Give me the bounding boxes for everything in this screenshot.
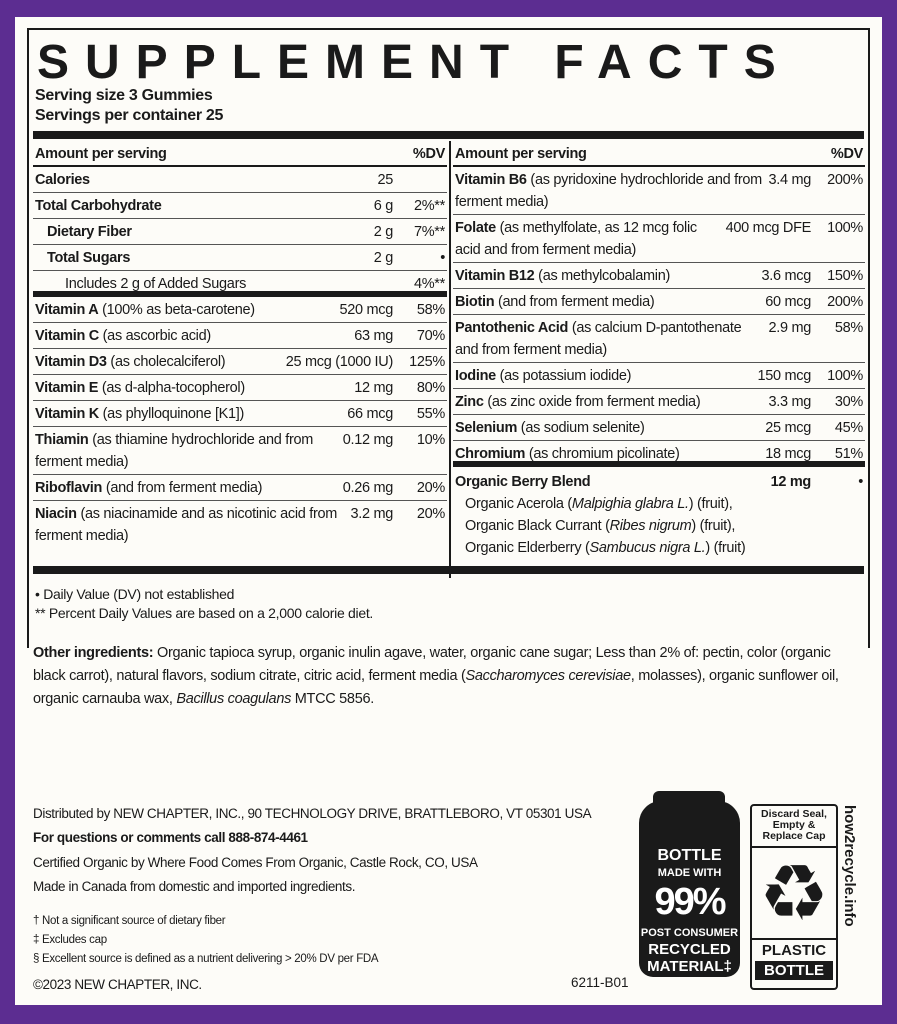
nutrient-row (453, 363, 865, 389)
nutrient-description: (as sodium selenite) (517, 420, 645, 436)
berry-blend-amount: 12 mg (770, 474, 811, 490)
recycle-icon: ♻ (759, 849, 829, 937)
nutrient-dv: 70% (416, 328, 445, 344)
servings-per-container: Servings per container 25 (35, 107, 224, 124)
nutrient-row (33, 193, 447, 219)
nutrient-dv: 58% (834, 320, 863, 336)
ingredient-text: Bacillus coagulans (176, 691, 292, 707)
nutrient-row (453, 167, 865, 215)
berry-ingredient (455, 537, 863, 559)
nutrient-amount: 66 mcg (347, 406, 393, 422)
nutrient-label (455, 217, 722, 261)
recycled-bottle-badge (639, 801, 740, 977)
nutrient-name: Riboflavin (35, 480, 103, 496)
nutrient-dv: 45% (834, 420, 863, 436)
ingredient-text: Malpighia glabra L. (571, 496, 689, 512)
nutrient-description: (as niacinamide and as nicotinic acid from ferment media) (35, 506, 338, 544)
ingredient-text: Organic Acerola ( (465, 496, 572, 512)
column-header (33, 141, 447, 167)
nutrient-row (33, 167, 447, 193)
nutrient-amount: 6 g (373, 198, 393, 214)
nutrient-description: (as chromium picolinate) (525, 446, 680, 462)
nutrient-amount: 25 (377, 172, 393, 188)
other-ingredients (33, 642, 863, 711)
ingredient-text: Ribes nigrum (609, 518, 692, 534)
nutrient-label (35, 377, 350, 399)
nutrient-row (33, 323, 447, 349)
nutrient-amount: 2 g (373, 250, 393, 266)
nutrient-label (35, 221, 370, 243)
nutrient-amount: 2 g (373, 224, 393, 240)
product-code: 6211-B01 (571, 975, 629, 990)
nutrient-row (453, 315, 865, 363)
nutrient-label (35, 477, 339, 499)
badge-line: POST CONSUMER (640, 927, 739, 939)
berry-ingredient (455, 493, 863, 515)
header-dv: %DV (830, 146, 863, 162)
supplement-facts-box (27, 28, 870, 648)
nutrient-amount: 63 mg (354, 328, 393, 344)
ingredient-text: Organic Elderberry ( (465, 540, 590, 556)
nutrient-name: Total Carbohydrate (35, 198, 162, 214)
nutrient-amount: 25 mcg (765, 420, 811, 436)
header-amount: Amount per serving (35, 146, 167, 162)
made-in: Made in Canada from domestic and imported ingredients. (33, 879, 356, 894)
copyright: ©2023 NEW CHAPTER, INC. (33, 977, 202, 992)
nutrient-row (33, 501, 447, 549)
ingredient-text: ) (fruit), (691, 518, 736, 534)
certified-organic: Certified Organic by Where Food Comes From Organic, Castle Rock, CO, USA (33, 855, 478, 870)
nutrient-label (35, 503, 346, 547)
nutrient-dv: 2%** (413, 198, 445, 214)
header-dv: %DV (412, 146, 445, 162)
berry-blend-row (455, 471, 863, 493)
nutrient-description: (and from ferment media) (494, 294, 655, 310)
nutrient-row (453, 263, 865, 289)
ingredient-text: Organic tapioca syrup, organic inulin agave, water, organic cane sugar; Less than 2% of: pectin, color (organic black carrot), natural flavors, sodium citrate, citric acid, ferment media ( (33, 645, 831, 684)
nutrient-amount: 3.2 mg (350, 506, 393, 522)
note-excellent: § Excellent source is defined as a nutrient delivering > 20% DV per FDA (33, 953, 379, 965)
nutrient-name: Vitamin C (35, 328, 99, 344)
nutrient-name: Vitamin K (35, 406, 99, 422)
nutrient-amount: 0.12 mg (342, 432, 393, 448)
nutrient-label (455, 169, 764, 213)
nutrient-amount: 3.6 mcg (761, 268, 811, 284)
nutrient-label (455, 265, 758, 287)
nutrient-row (453, 215, 865, 263)
nutrient-dv: 7%** (413, 224, 445, 240)
recycle-instruction: Discard Seal, Empty & Replace Cap (752, 806, 836, 848)
serving-size: Serving size 3 Gummies (35, 87, 213, 104)
nutrient-label (35, 299, 335, 321)
nutrient-amount: 400 mcg DFE (725, 220, 811, 236)
note-fiber: † Not a significant source of dietary fiber (33, 915, 226, 927)
nutrient-description: (100% as beta-carotene) (98, 302, 255, 318)
nutrient-dv: 55% (416, 406, 445, 422)
nutrient-description: (and from ferment media) (102, 480, 263, 496)
badge-line: MADE WITH (657, 867, 722, 879)
recycle-item: BOTTLE (755, 961, 833, 980)
nutrient-label (455, 417, 761, 439)
nutrient-description: (as thiamine hydrochloride and from ferment media) (35, 432, 314, 470)
berry-ingredient (455, 515, 863, 537)
nutrient-row (33, 219, 447, 245)
nutrient-amount: 150 mcg (757, 368, 811, 384)
how2recycle-label (750, 804, 838, 990)
column-divider (449, 141, 451, 578)
ingredient-text: , molasses), organic sunflower oil, organic carnauba wax, (33, 668, 839, 707)
thick-rule-bottom (33, 566, 864, 574)
nutrient-name: Thiamin (35, 432, 89, 448)
nutrient-label (455, 391, 764, 413)
nutrient-label (35, 325, 350, 347)
questions-contact: For questions or comments call 888-874-4461 (33, 830, 308, 845)
recycle-material: PLASTIC (752, 938, 836, 959)
nutrient-row (33, 271, 447, 297)
nutrient-name: Vitamin B6 (455, 172, 527, 188)
nutrient-amount: 18 mcg (765, 446, 811, 462)
ingredient-text: ) (fruit), (688, 496, 733, 512)
nutrient-dv: 100% (827, 368, 863, 384)
nutrient-name: Total Sugars (47, 250, 131, 266)
nutrient-dv: 150% (827, 268, 863, 284)
nutrient-name: Vitamin A (35, 302, 99, 318)
nutrient-row (33, 297, 447, 323)
nutrient-description: (as methylcobalamin) (534, 268, 670, 284)
nutrient-description: (as d-alpha-tocopherol) (98, 380, 245, 396)
nutrient-row (453, 415, 865, 441)
distributed-by: Distributed by NEW CHAPTER, INC., 90 TECHNOLOGY DRIVE, BRATTLEBORO, VT 05301 USA (33, 806, 592, 821)
nutrient-dv: 30% (834, 394, 863, 410)
nutrient-name: Vitamin B12 (455, 268, 535, 284)
facts-title: SUPPLEMENT FACTS (37, 36, 792, 89)
badge-percent: 99% (654, 881, 725, 923)
ingredient-text: Saccharomyces cerevisiae (465, 668, 631, 684)
nutrient-amount: 2.9 mg (768, 320, 811, 336)
right-column (453, 141, 865, 559)
nutrient-amount: 520 mcg (339, 302, 393, 318)
note-cap: ‡ Excludes cap (33, 934, 107, 946)
nutrient-name: Zinc (455, 394, 484, 410)
nutrient-name: Dietary Fiber (47, 224, 132, 240)
nutrient-description: (as cholecalciferol) (106, 354, 226, 370)
nutrient-dv: 10% (416, 432, 445, 448)
berry-blend (453, 467, 865, 559)
nutrient-label (35, 403, 343, 425)
nutrient-dv: 20% (416, 506, 445, 522)
nutrient-dv: 200% (827, 294, 863, 310)
nutrient-name: Biotin (455, 294, 495, 310)
label-panel (15, 17, 882, 1005)
nutrient-dv: 58% (416, 302, 445, 318)
nutrient-row (33, 245, 447, 271)
ingredient-text: MTCC 5856. (291, 691, 374, 707)
nutrient-amount: 60 mcg (765, 294, 811, 310)
ingredient-text: Other ingredients: (33, 645, 154, 661)
nutrient-row (33, 349, 447, 375)
nutrient-dv: 125% (409, 354, 445, 370)
nutrient-description: (as phylloquinone [K1]) (98, 406, 245, 422)
nutrient-amount: 3.3 mg (768, 394, 811, 410)
nutrient-label (35, 247, 370, 269)
nutrient-dv: 80% (416, 380, 445, 396)
badge-line: MATERIAL‡ (647, 958, 732, 975)
bottle-neck-icon (653, 791, 725, 815)
nutrient-label (35, 429, 339, 473)
nutrient-name: Vitamin E (35, 380, 99, 396)
nutrient-label (455, 443, 761, 465)
berry-blend-name: Organic Berry Blend (455, 474, 591, 490)
nutrient-dv: 100% (827, 220, 863, 236)
nutrient-name: Calories (35, 172, 90, 188)
nutrient-dv: 51% (834, 446, 863, 462)
nutrient-row (453, 389, 865, 415)
nutrient-description: (as ascorbic acid) (98, 328, 211, 344)
nutrient-row (453, 289, 865, 315)
nutrient-name: Selenium (455, 420, 518, 436)
nutrient-row (33, 427, 447, 475)
nutrient-row (33, 475, 447, 501)
nutrient-description: (as calcium D-pantothenate and from ferment media) (455, 320, 742, 358)
nutrient-label (455, 317, 764, 361)
nutrient-amount: 25 mcg (1000 IU) (285, 354, 393, 370)
nutrient-amount: 12 mg (354, 380, 393, 396)
recycle-website: how2recycle.info (841, 805, 858, 927)
header-amount: Amount per serving (455, 146, 587, 162)
nutrient-dv: 20% (416, 480, 445, 496)
nutrient-label (35, 195, 370, 217)
nutrient-description: (as zinc oxide from ferment media) (483, 394, 701, 410)
nutrient-description: (as methylfolate, as 12 mcg folic acid and from ferment media) (455, 220, 697, 258)
nutrient-label (35, 169, 373, 191)
footnote-dv: • Daily Value (DV) not established (35, 586, 235, 602)
nutrient-label (455, 291, 761, 313)
nutrient-description: (as potassium iodide) (495, 368, 632, 384)
nutrient-description: Includes 2 g of Added Sugars (65, 276, 247, 292)
nutrient-name: Folate (455, 220, 496, 236)
nutrient-amount: 0.26 mg (342, 480, 393, 496)
badge-line: BOTTLE (657, 847, 722, 864)
nutrient-row (33, 375, 447, 401)
nutrient-dv: • (440, 250, 445, 266)
nutrient-dv: 200% (827, 172, 863, 188)
footnote-percent: ** Percent Daily Values are based on a 2,000 calorie diet. (35, 605, 374, 621)
nutrient-row (453, 441, 865, 467)
badge-line: RECYCLED (648, 941, 731, 958)
nutrient-name: Iodine (455, 368, 496, 384)
nutrient-dv: 4%** (413, 276, 445, 292)
nutrient-amount: 3.4 mg (768, 172, 811, 188)
nutrient-name: Niacin (35, 506, 77, 522)
nutrient-name: Vitamin D3 (35, 354, 107, 370)
nutrient-label (35, 273, 389, 295)
nutrient-label (35, 351, 282, 373)
ingredient-text: ) (fruit) (705, 540, 746, 556)
nutrient-name: Pantothenic Acid (455, 320, 569, 336)
nutrient-name: Chromium (455, 446, 526, 462)
ingredient-text: Organic Black Currant ( (465, 518, 610, 534)
nutrient-description: (as pyridoxine hydrochloride and from ferment media) (455, 172, 762, 210)
berry-blend-dv: • (858, 474, 863, 490)
nutrient-label (455, 365, 753, 387)
column-header (453, 141, 865, 167)
thick-rule (33, 131, 864, 139)
nutrient-row (33, 401, 447, 427)
ingredient-text: Sambucus nigra L. (589, 540, 706, 556)
left-column (33, 141, 447, 549)
